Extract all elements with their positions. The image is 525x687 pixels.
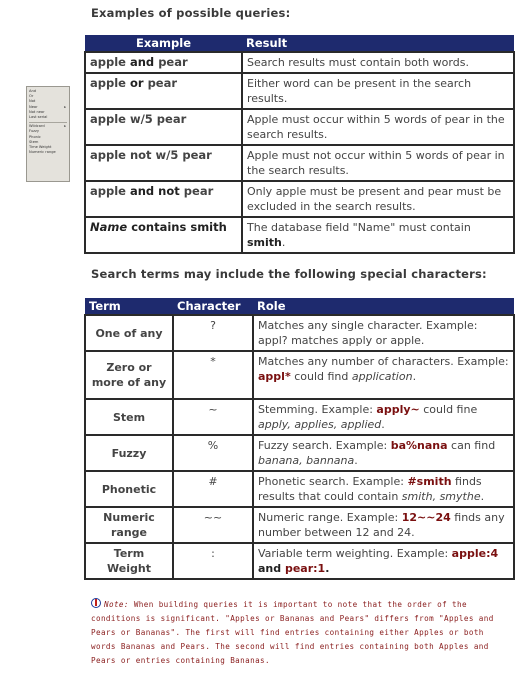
- role-match: apply, applies, applied: [258, 418, 382, 431]
- table-row: [85, 109, 514, 145]
- term-cell: Term Weight: [85, 543, 173, 579]
- role-text: Numeric range. Example:: [258, 511, 402, 524]
- menu-item-label: Stem: [29, 139, 39, 144]
- result-cell: Apple must not occur within 5 words of pear in the search results.: [242, 145, 514, 181]
- menu-item-label: Not: [29, 99, 36, 104]
- character-cell: #: [173, 471, 253, 507]
- special-table-header: [85, 298, 514, 315]
- role-text: .: [480, 490, 485, 503]
- note-text: When building queries it is important to note that the order of the conditions is significant. "Apples or Bananas and Pears" differs from "Apples and Pears or Bananas". The first will find entries containing either Apples or both words Bananas and Pears. The second will find entries containing both Apples and Pears or entries containing Bananas.: [91, 600, 494, 665]
- note-label: Note:: [104, 600, 129, 609]
- menu-item-label: And: [29, 89, 37, 93]
- header-term: Term: [85, 298, 173, 315]
- role-example: ba%nana: [390, 439, 448, 452]
- menu-item-label: Numeric range: [29, 150, 56, 155]
- character-cell: :: [173, 543, 253, 579]
- menu-item-label: Time Weight: [29, 144, 52, 149]
- table-row: [85, 507, 514, 543]
- role-text: .: [412, 370, 417, 383]
- result-cell: Either word can be present in the search results.: [242, 73, 514, 109]
- table-row: [85, 471, 514, 507]
- menu-item-label: Phonic: [29, 134, 41, 139]
- query-cell: [85, 73, 242, 109]
- menu-item[interactable]: [29, 150, 67, 155]
- character-cell: *: [173, 351, 253, 399]
- table-row: [85, 543, 514, 579]
- special-characters-heading: Search terms may include the following special characters:: [91, 267, 487, 281]
- field-name: Name: [90, 220, 128, 234]
- query-cell: [85, 181, 242, 217]
- role-match: application: [351, 370, 413, 383]
- role-cell: [253, 435, 514, 471]
- character-cell: ?: [173, 315, 253, 351]
- role-text: Phonetic search. Example:: [258, 475, 408, 488]
- queries-table-header: [85, 35, 514, 52]
- character-cell: ~: [173, 399, 253, 435]
- role-text: can find: [447, 439, 496, 452]
- result-text: The database field "Name" must contain: [247, 221, 471, 234]
- role-example: apply~: [376, 403, 420, 416]
- table-row: [85, 181, 514, 217]
- result-cell: Only apple must be present and pear must be excluded in the search results.: [242, 181, 514, 217]
- query-operator: and not: [129, 184, 180, 198]
- role-text: could find: [290, 370, 352, 383]
- query-term: pear: [183, 184, 214, 198]
- table-row: [85, 315, 514, 351]
- role-text: Fuzzy search. Example:: [258, 439, 391, 452]
- query-term: pear: [147, 76, 178, 90]
- term-cell: Stem: [85, 399, 173, 435]
- result-bold: smith: [247, 236, 282, 249]
- role-example: apple:4: [451, 547, 499, 560]
- role-cell: [253, 471, 514, 507]
- character-cell: ~~: [173, 507, 253, 543]
- header-result: Result: [242, 35, 514, 52]
- role-text: and: [258, 562, 285, 575]
- character-cell: %: [173, 435, 253, 471]
- table-row: [85, 52, 514, 73]
- table-row: [85, 435, 514, 471]
- result-cell: Search results must contain both words.: [242, 52, 514, 73]
- role-match: smith, smythe: [401, 490, 481, 503]
- role-match: banana, bannana: [258, 454, 355, 467]
- query-cell: [85, 52, 242, 73]
- menu-item-label: Fuzzy: [29, 129, 40, 134]
- table-row: [85, 217, 514, 253]
- queries-heading: Examples of possible queries:: [91, 6, 291, 20]
- menu-item-label: Last serial: [29, 114, 48, 119]
- table-row: [85, 145, 514, 181]
- role-text: finds any number between 12 and 24.: [258, 511, 505, 539]
- query-term: pear: [158, 55, 188, 69]
- query-operator: or: [129, 76, 144, 90]
- note-block: [91, 598, 511, 668]
- role-cell: [253, 543, 514, 579]
- header-character: Character: [173, 298, 253, 315]
- table-row: [85, 351, 514, 399]
- header-role: Role: [253, 298, 514, 315]
- role-cell: Matches any single character. Example: appl? matches apply or apple.: [253, 315, 514, 351]
- menu-item-label: Not near: [29, 109, 45, 114]
- query-cell: apple not w/5 pear: [85, 145, 242, 181]
- role-example: #smith: [407, 475, 452, 488]
- role-text: .: [354, 454, 358, 467]
- query-cell: [85, 217, 242, 253]
- role-example: pear:1: [284, 562, 326, 575]
- role-text: Stemming. Example:: [258, 403, 377, 416]
- role-example: 12~~24: [401, 511, 451, 524]
- role-example: appl*: [258, 370, 291, 383]
- term-cell: One of any: [85, 315, 173, 351]
- role-cell: [253, 399, 514, 435]
- query-term: apple: [90, 184, 126, 198]
- result-text: .: [281, 236, 286, 249]
- header-example: Example: [85, 35, 242, 52]
- role-text: Variable term weighting. Example:: [258, 547, 452, 560]
- submenu-arrow-icon: ▸: [64, 124, 66, 129]
- queries-table: [84, 35, 515, 254]
- menu-separator: [29, 122, 67, 123]
- special-characters-table: [84, 298, 515, 580]
- role-text: finds results that could contain: [258, 475, 482, 503]
- role-text: could fine: [419, 403, 478, 416]
- table-row: [85, 73, 514, 109]
- table-row: [85, 399, 514, 435]
- query-term: apple: [90, 76, 126, 90]
- menu-item-label: Or: [29, 94, 34, 99]
- term-cell: Phonetic: [85, 471, 173, 507]
- role-cell: [253, 507, 514, 543]
- note-icon: [91, 598, 101, 608]
- query-operator: contains: [131, 220, 187, 234]
- query-term: apple: [90, 55, 126, 69]
- query-term: smith: [190, 220, 227, 234]
- menu-item-label: Near: [29, 104, 38, 109]
- result-cell: [242, 217, 514, 253]
- role-text: .: [381, 418, 385, 431]
- term-cell: Fuzzy: [85, 435, 173, 471]
- role-text: Matches any number of characters. Example:: [258, 355, 509, 368]
- query-cell: apple w/5 pear: [85, 109, 242, 145]
- operator-context-menu: [26, 86, 70, 182]
- role-text: .: [325, 562, 330, 575]
- submenu-arrow-icon: ▸: [64, 104, 66, 109]
- result-cell: Apple must occur within 5 words of pear in the search results.: [242, 109, 514, 145]
- menu-item-label: Wildcard: [29, 124, 45, 129]
- role-cell: [253, 351, 514, 399]
- term-cell: Numeric range: [85, 507, 173, 543]
- term-cell: Zero or more of any: [85, 351, 173, 399]
- menu-item[interactable]: [29, 115, 67, 120]
- query-operator: and: [129, 55, 155, 69]
